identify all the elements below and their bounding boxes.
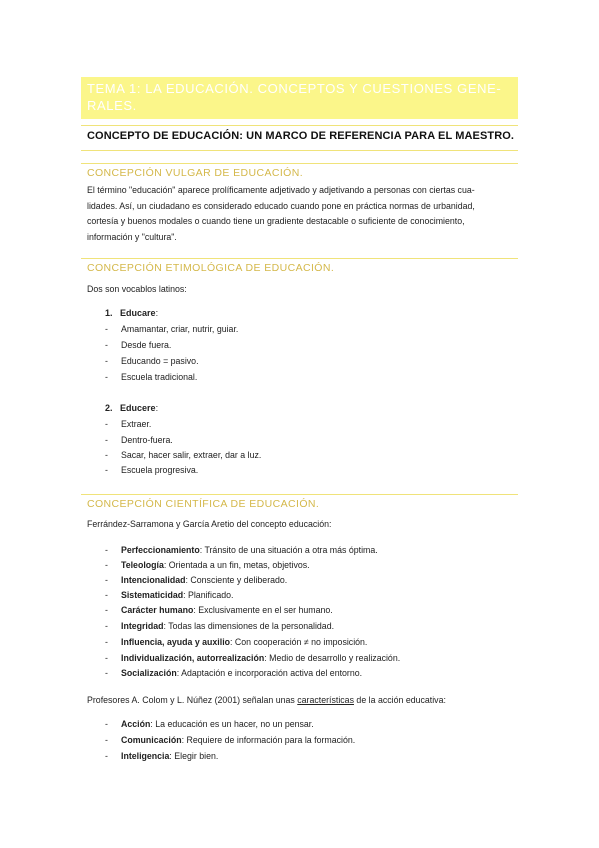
numbered-item-educere [105, 403, 158, 413]
section-rule-cientifica [81, 494, 518, 495]
list-item [105, 751, 218, 761]
list-item-desc: : Adaptación e incorporación activa del entorno. [176, 668, 363, 678]
list-item-text: Escuela tradicional. [121, 372, 198, 382]
dash-bullet: - [105, 575, 108, 585]
list-item [105, 605, 333, 615]
list-item-term: Socialización [121, 668, 177, 678]
title-line-1: TEMA 1: LA EDUCACIÓN. CONCEPTOS Y CUESTIONES GENE- [87, 81, 502, 96]
list-item-desc: : Elegir bien. [169, 751, 219, 761]
list-item-desc: : Exclusivamente en el ser humano. [193, 605, 333, 615]
section-rule-vulgar [81, 163, 518, 164]
list-item [105, 637, 367, 647]
page-title [87, 80, 512, 114]
list-item-desc: : Requiere de información para la formación. [181, 735, 356, 745]
list-item-term: Individualización, autorrealización [121, 653, 265, 663]
colom-text-start: Profesores A. Colom y L. Núñez (2001) señalan unas [87, 695, 298, 705]
item-number: 2. [105, 403, 113, 413]
list-item-desc: : La educación es un hacer, no un pensar. [150, 719, 314, 729]
list-item [105, 560, 310, 570]
paragraph-colom [87, 693, 517, 709]
list-item-text: Dentro-fuera. [121, 435, 173, 445]
dash-bullet: - [105, 605, 108, 615]
item-suffix: : [155, 403, 159, 413]
intro-cientifica: Ferrández-Sarramona y García Aretio del concepto educación: [87, 519, 332, 529]
list-item-term: Perfeccionamiento [121, 545, 200, 555]
list-item-text: Educando = pasivo. [121, 356, 199, 366]
list-item [105, 653, 400, 663]
dash-bullet: - [105, 419, 108, 429]
list-item [105, 465, 198, 475]
list-item-term: Inteligencia [121, 751, 170, 761]
list-item [105, 575, 287, 585]
list-item [105, 545, 378, 555]
list-item-term: Intencionalidad [121, 575, 186, 585]
page-subtitle: CONCEPTO DE EDUCACIÓN: UN MARCO DE REFERENCIA PARA EL MAESTRO. [87, 130, 515, 142]
text-line: cortesía y buenos modales o cuando tiene un gradiente destacable o suficiente de conocimiento, [87, 216, 465, 227]
list-item [105, 356, 199, 366]
section-heading-cientifica: CONCEPCIÓN CIENTÍFICA DE EDUCACIÓN. [87, 498, 320, 510]
list-item-desc: : Todas las dimensiones de la personalidad. [163, 621, 335, 631]
dash-bullet: - [105, 356, 108, 366]
dash-bullet: - [105, 465, 108, 475]
list-item-desc: : Consciente y deliberado. [185, 575, 288, 585]
list-item [105, 372, 197, 382]
underlined-term: características [297, 695, 354, 705]
dash-bullet: - [105, 372, 108, 382]
text-line: El término "educación" aparece prolíficamente adjetivado y adjetivando a personas con ciertas cua- [87, 185, 475, 195]
list-item-text: Amamantar, criar, nutrir, guiar. [121, 324, 239, 334]
section-heading-etimologica: CONCEPCIÓN ETIMOLÓGICA DE EDUCACIÓN. [87, 262, 335, 274]
list-item [105, 450, 261, 460]
list-item-desc: : Medio de desarrollo y realización. [264, 653, 401, 663]
subtitle-top-rule [81, 125, 518, 126]
title-line-2: RALES. [87, 98, 137, 113]
list-item-text: Extraer. [121, 419, 152, 429]
section-heading-vulgar: CONCEPCIÓN VULGAR DE EDUCACIÓN. [87, 167, 304, 179]
numbered-item-educare [105, 308, 158, 318]
list-item [105, 719, 314, 729]
dash-bullet: - [105, 719, 108, 729]
intro-etimologica: Dos son vocablos latinos: [87, 284, 187, 294]
text-line: lidades. Así, un ciudadano es considerado educado cuando pone en práctica normas de urbanidad, [87, 200, 475, 211]
list-item [105, 435, 173, 445]
paragraph-vulgar [87, 183, 517, 245]
list-item [105, 590, 233, 600]
list-item-text: Sacar, hacer salir, extraer, dar a luz. [121, 450, 262, 460]
item-term: Educere [120, 403, 156, 413]
dash-bullet: - [105, 340, 108, 350]
list-item-term: Comunicación [121, 735, 182, 745]
dash-bullet: - [105, 324, 108, 334]
list-item-text: Desde fuera. [121, 340, 172, 350]
subtitle-bottom-rule [81, 150, 518, 151]
list-item [105, 668, 362, 678]
colom-text-end: de la acción educativa: [353, 695, 446, 705]
dash-bullet: - [105, 545, 108, 555]
list-item-text: Escuela progresiva. [121, 465, 199, 475]
list-item [105, 340, 171, 350]
list-item-term: Sistematicidad [121, 590, 184, 600]
list-item-term: Acción [121, 719, 151, 729]
dash-bullet: - [105, 637, 108, 647]
dash-bullet: - [105, 560, 108, 570]
dash-bullet: - [105, 735, 108, 745]
list-item-desc: : Planificado. [183, 590, 234, 600]
dash-bullet: - [105, 751, 108, 761]
list-item-desc: : Tránsito de una situación a otra más óptima. [199, 545, 378, 555]
list-item-term: Influencia, ayuda y auxilio [121, 637, 231, 647]
list-item [105, 621, 334, 631]
item-suffix: : [155, 308, 159, 318]
item-number: 1. [105, 308, 113, 318]
item-term: Educare [120, 308, 156, 318]
section-rule-etimologica [81, 258, 518, 259]
list-item-desc: : Con cooperación ≠ no imposición. [230, 637, 368, 647]
dash-bullet: - [105, 621, 108, 631]
list-item [105, 735, 355, 745]
list-item-desc: : Orientada a un fin, metas, objetivos. [163, 560, 310, 570]
dash-bullet: - [105, 450, 108, 460]
dash-bullet: - [105, 435, 108, 445]
list-item-term: Teleología [121, 560, 164, 570]
dash-bullet: - [105, 590, 108, 600]
list-item [105, 324, 238, 334]
dash-bullet: - [105, 668, 108, 678]
list-item [105, 419, 151, 429]
list-item-term: Integridad [121, 621, 164, 631]
text-line: información y "cultura". [87, 231, 177, 242]
dash-bullet: - [105, 653, 108, 663]
list-item-term: Carácter humano [121, 605, 194, 615]
